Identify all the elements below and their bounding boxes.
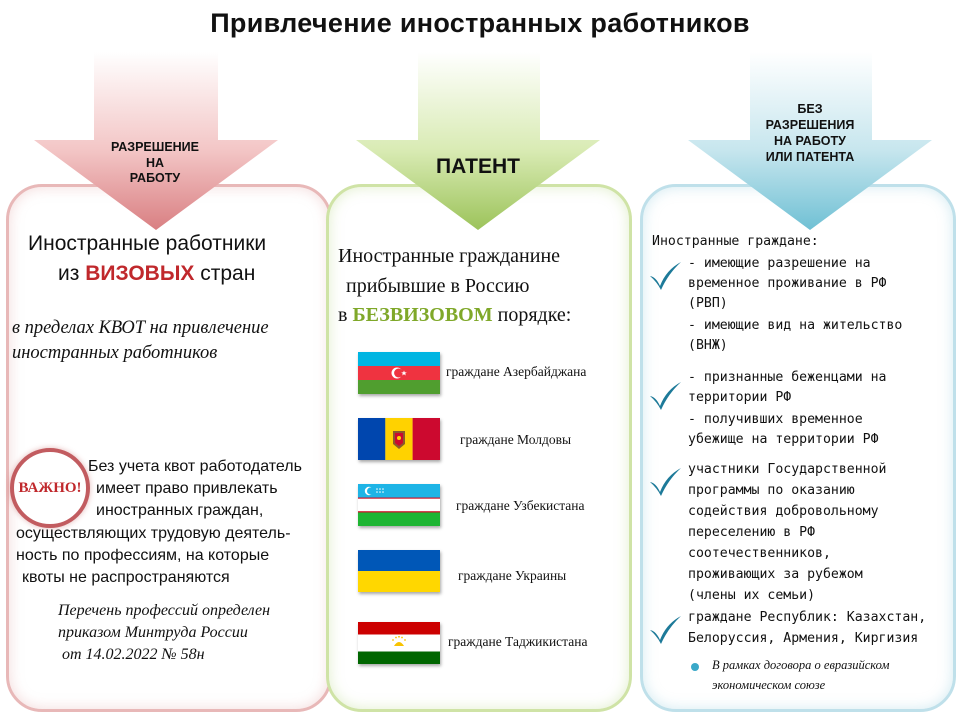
col3-item-line: проживающих за рубежом <box>688 567 863 582</box>
col3-item-line: территории РФ <box>688 390 792 405</box>
important-badge: ВАЖНО! <box>10 448 90 528</box>
flag-uzbekistan-icon <box>358 484 440 526</box>
col3-item-line: (члены их семьи) <box>688 588 816 603</box>
col3-item-line: соотечественников, <box>688 546 831 561</box>
flag-label-tajikistan: граждане Таджикистана <box>448 634 588 649</box>
flag-label-uzbekistan: граждане Узбекистана <box>456 498 585 513</box>
col3-intro: Иностранные граждане: <box>652 234 819 249</box>
col2-heading-line2: прибывшие в Россию <box>346 275 530 297</box>
col1-quota-line2: иностранных работников <box>12 343 218 363</box>
checkmark-icon <box>648 380 682 410</box>
bullet-dot-icon <box>690 662 700 672</box>
flag-label-azerbaijan: граждане Азербайджана <box>446 364 587 379</box>
col3-item-line: - имеющие разрешение на <box>688 256 871 271</box>
col3-item-line: (РВП) <box>688 296 728 311</box>
col1-note-line: осуществляющих трудовую деятель- <box>16 525 291 542</box>
col3-item-line: (ВНЖ) <box>688 338 728 353</box>
col2-emph-visafree: БЕЗВИЗОВОМ <box>352 304 493 326</box>
page-title: Привлечение иностранных работников <box>210 8 750 38</box>
col2-heading-line3: в БЕЗВИЗОВОМ порядке: <box>338 304 572 326</box>
col3-item-line: - признанные беженцами на <box>688 370 887 385</box>
col3-item-line: временное проживание в РФ <box>688 276 887 291</box>
flag-azerbaijan-icon <box>358 352 440 394</box>
arrow-patent-label: ПАТЕНТ <box>435 155 521 178</box>
col3-item-line: программы по оказанию <box>688 483 855 498</box>
flag-label-moldova: граждане Молдовы <box>460 432 572 447</box>
checkmark-icon <box>648 466 682 496</box>
col1-emph-visa: ВИЗОВЫХ <box>85 262 195 285</box>
col3-item-line: Белоруссия, Армения, Киргизия <box>688 631 919 646</box>
col2-heading-line1: Иностранные гражданине <box>338 245 561 267</box>
col3-item-line: переселению в РФ <box>688 525 816 540</box>
col1-note-line: Без учета квот работодатель <box>88 458 302 475</box>
flag-moldova-icon <box>358 418 440 460</box>
arrow-work-permit-label: РАЗРЕШЕНИЕ НА РАБОТУ <box>110 140 200 186</box>
flag-label-ukraine: граждане Украины <box>458 568 567 583</box>
arrow-patent <box>352 52 602 232</box>
col3-item-line: участники Государственной <box>688 462 887 477</box>
col3-item-line: убежище на территории РФ <box>688 432 879 447</box>
col1-heading-line2: из ВИЗОВЫХ стран <box>58 262 256 285</box>
col1-heading-line1: Иностранные работники <box>28 232 267 255</box>
col1-note-line: иностранных граждан, <box>96 502 264 519</box>
col1-note-line: имеет право привлекать <box>96 480 278 497</box>
col1-ref-line: Перечень профессий определен <box>58 602 271 619</box>
col1-quota-line1: в пределах КВОТ на привлечение <box>12 318 269 338</box>
col3-item-line: - получивших временное <box>688 412 863 427</box>
col1-note-line: квоты не распространяются <box>22 569 230 586</box>
checkmark-icon <box>648 614 682 644</box>
flag-ukraine-icon <box>358 550 440 592</box>
col1-ref-line: от 14.02.2022 № 58н <box>62 646 205 663</box>
col3-item-line: - имеющие вид на жительство <box>688 318 903 333</box>
col3-item-line: содействия добровольному <box>688 504 879 519</box>
col1-note-line: ность по профессиям, на которые <box>16 547 270 564</box>
col3-item-line: граждане Республик: Казахстан, <box>688 610 927 625</box>
flag-tajikistan-icon <box>358 622 440 664</box>
col3-footnote-line1: В рамках договора о евразийском <box>712 658 890 672</box>
checkmark-icon <box>648 260 682 290</box>
col1-ref-line: приказом Минтруда России <box>58 624 248 641</box>
arrow-no-permit-label: БЕЗ РАЗРЕШЕНИЯ НА РАБОТУ ИЛИ ПАТЕНТА <box>765 102 855 164</box>
col3-footnote-line2: экономическом союзе <box>712 678 826 692</box>
